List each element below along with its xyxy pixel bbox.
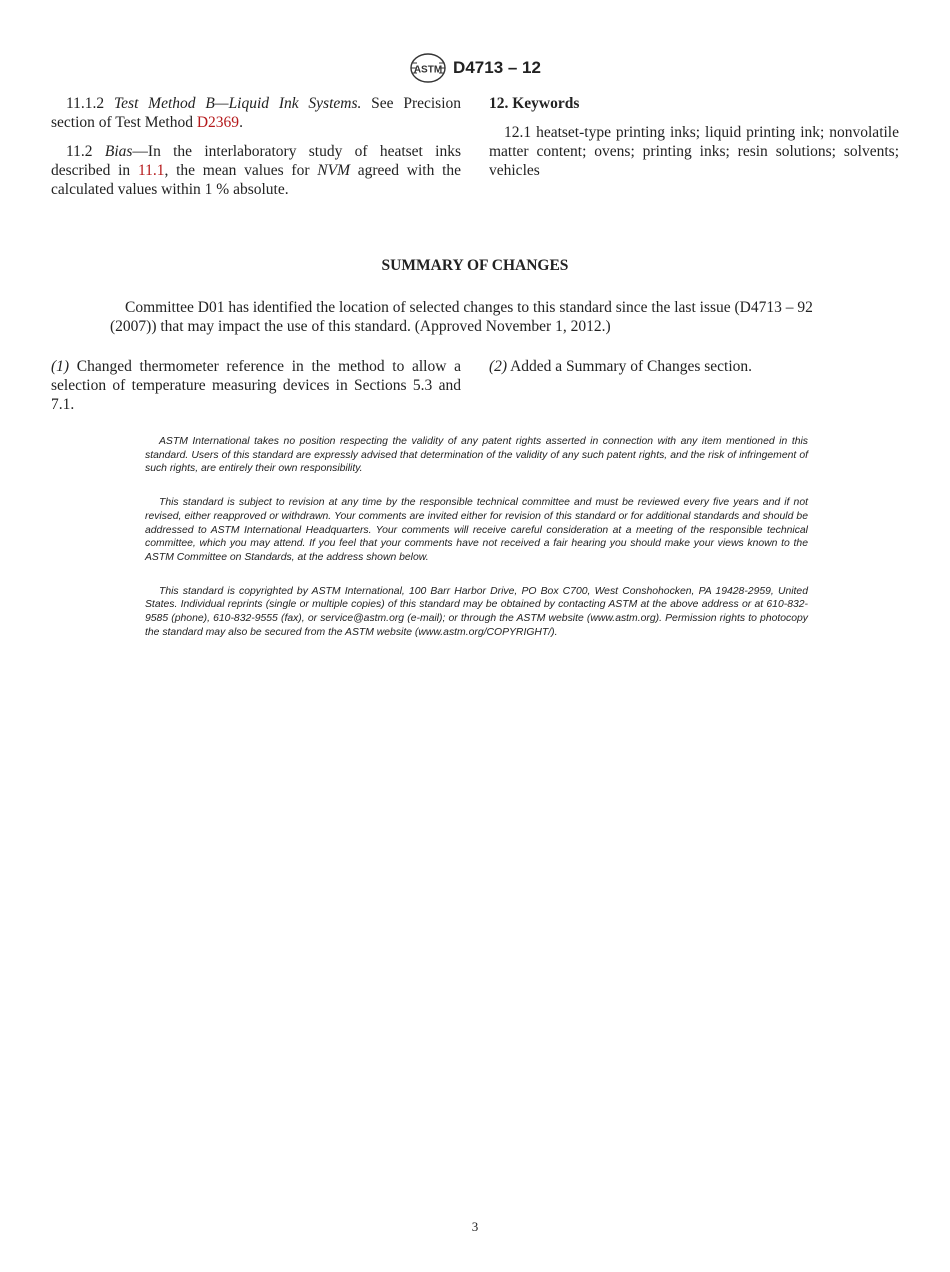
legal-notices (145, 435, 808, 659)
change-marker: (2) (489, 358, 508, 375)
revision-notice: This standard is subject to revision at any time by the responsible technical committee and must be reviewed every five years and if not revised, either reapproved or withdrawn. Your comments are invited either for revision of this standard or for additional standards and should be addressed to ASTM International Headquarters. Your comments will receive careful consideration at a meeting of the responsible technical committee, which you may attend. If you feel that your comments have not received a fair hearing you should make your views known to the ASTM Committee on Standards, at the address shown below. (145, 497, 808, 563)
astm-logo-text: ASTM (413, 64, 443, 76)
change-item-2: (2) Added a Summary of Changes section. (489, 358, 753, 375)
change-marker: (1) (51, 358, 70, 375)
section-11-2: 11.2 Bias—In the interlaboratory study of heatset inks described in 11.1, the mean values for NVM agreed with the calculated values within 1 % absolute. (51, 143, 462, 198)
section-11-1-2: 11.1.2 Test Method B—Liquid Ink Systems. See Precision section of Test Method D2369. (51, 95, 462, 131)
astm-logo (409, 52, 447, 84)
d2369-link[interactable]: D2369 (196, 114, 240, 131)
summary-of-changes-title: SUMMARY OF CHANGES (381, 257, 569, 274)
page-header (0, 52, 950, 84)
page-number: 3 (471, 1219, 479, 1234)
document-id: D4713 – 12 (453, 58, 541, 77)
left-column (51, 94, 461, 209)
section-11-1-link[interactable]: 11.1 (137, 162, 165, 179)
summary-intro: Committee D01 has identified the location of selected changes to this standard since the last issue (D4713 – 92 (2007)) that may impact the use of this standard. (Approved November 1, 2012.) (110, 299, 813, 335)
keywords-heading: 12. Keywords (489, 95, 580, 112)
patent-notice: ASTM International takes no position respecting the validity of any patent rights asserted in connection with any item mentioned in this standard. Users of this standard are expressly advised that determination of the validity of any such patent rights, and the risk of infringement of such rights, are entirely their own responsibility. (145, 436, 808, 475)
keywords-list: 12.1 heatset-type printing inks; liquid printing ink; nonvolatile matter content; ovens; printing inks; resin solutions; solvents; vehicles (489, 124, 899, 179)
change-item-1: (1) Changed thermometer reference in the method to allow a selection of temperature measuring devices in Sections 5.3 and 7.1. (51, 358, 461, 413)
copyright-notice: This standard is copyrighted by ASTM International, 100 Barr Harbor Drive, PO Box C700, West Conshohocken, PA 19428-2959, United States. Individual reprints (single or multiple copies) of this standard may be obtained by contacting ASTM at the above address or at 610-832-9585 (phone), 610-832-9555 (fax), or service@astm.org (e-mail); or through the ASTM website (www.astm.org). Permission rights to photocopy the standard may also be secured from the ASTM website (www.astm.org/COPYRIGHT/). (145, 585, 808, 638)
right-column (489, 94, 899, 190)
